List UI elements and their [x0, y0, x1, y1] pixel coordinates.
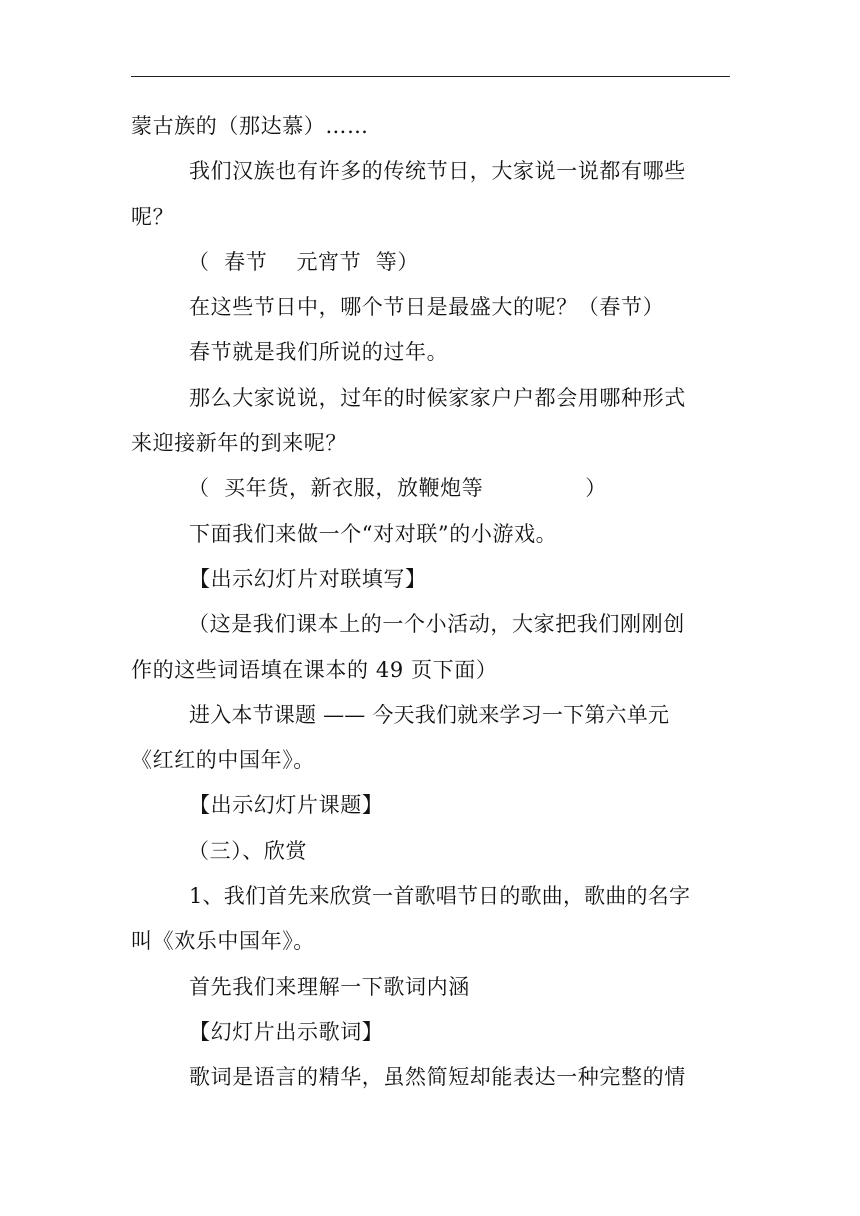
- text-line: 我们汉族也有许多的传统节日，大家说一说都有哪些: [189, 159, 686, 184]
- text-line: 下面我们来做一个“对对联”的小游戏。: [189, 521, 558, 546]
- text-line: 【出示幻灯片课题】: [189, 793, 384, 818]
- text-line: 春节就是我们所说的过年。: [189, 340, 449, 365]
- text-line: 歌词是语言的精华，虽然简短却能表达一种完整的情: [189, 1065, 686, 1090]
- text-line: 蒙古族的（那达慕）……: [131, 114, 369, 138]
- text-line: 呢？: [131, 204, 175, 229]
- text-line: 《红红的中国年》。: [131, 748, 315, 773]
- header-rule: [131, 76, 730, 77]
- text-line: 作的这些词语填在课本的 49 页下面）: [131, 657, 498, 682]
- text-line: 【出示幻灯片对联填写】: [189, 566, 427, 591]
- text-line: （这是我们课本上的一个小活动，大家把我们刚刚创: [188, 612, 685, 637]
- text-line: 那么大家说说，过年的时候家家户户都会用哪种形式: [189, 385, 686, 410]
- text-line: 1、我们首先来欣赏一首歌唱节日的歌曲，歌曲的名字: [189, 884, 691, 909]
- text-line: 首先我们来理解一下歌词内涵: [189, 974, 470, 999]
- text-line: 进入本节课题 —— 今天我们就来学习一下第六单元: [189, 702, 670, 727]
- text-line: （ 春节 元宵节 等）: [188, 249, 420, 274]
- text-line: 在这些节日中，哪个节日是最盛大的呢？（春节）: [189, 295, 665, 320]
- document-body: [131, 104, 731, 1101]
- text-line: 来迎接新年的到来呢？: [131, 431, 347, 456]
- text-line: 【幻灯片出示歌词】: [189, 1019, 384, 1044]
- text-line: 叫《欢乐中国年》。: [131, 929, 315, 954]
- text-line: （ 买年货，新衣服，放鞭炮等 ）: [188, 476, 607, 501]
- text-line: （三）、欣赏: [188, 838, 308, 863]
